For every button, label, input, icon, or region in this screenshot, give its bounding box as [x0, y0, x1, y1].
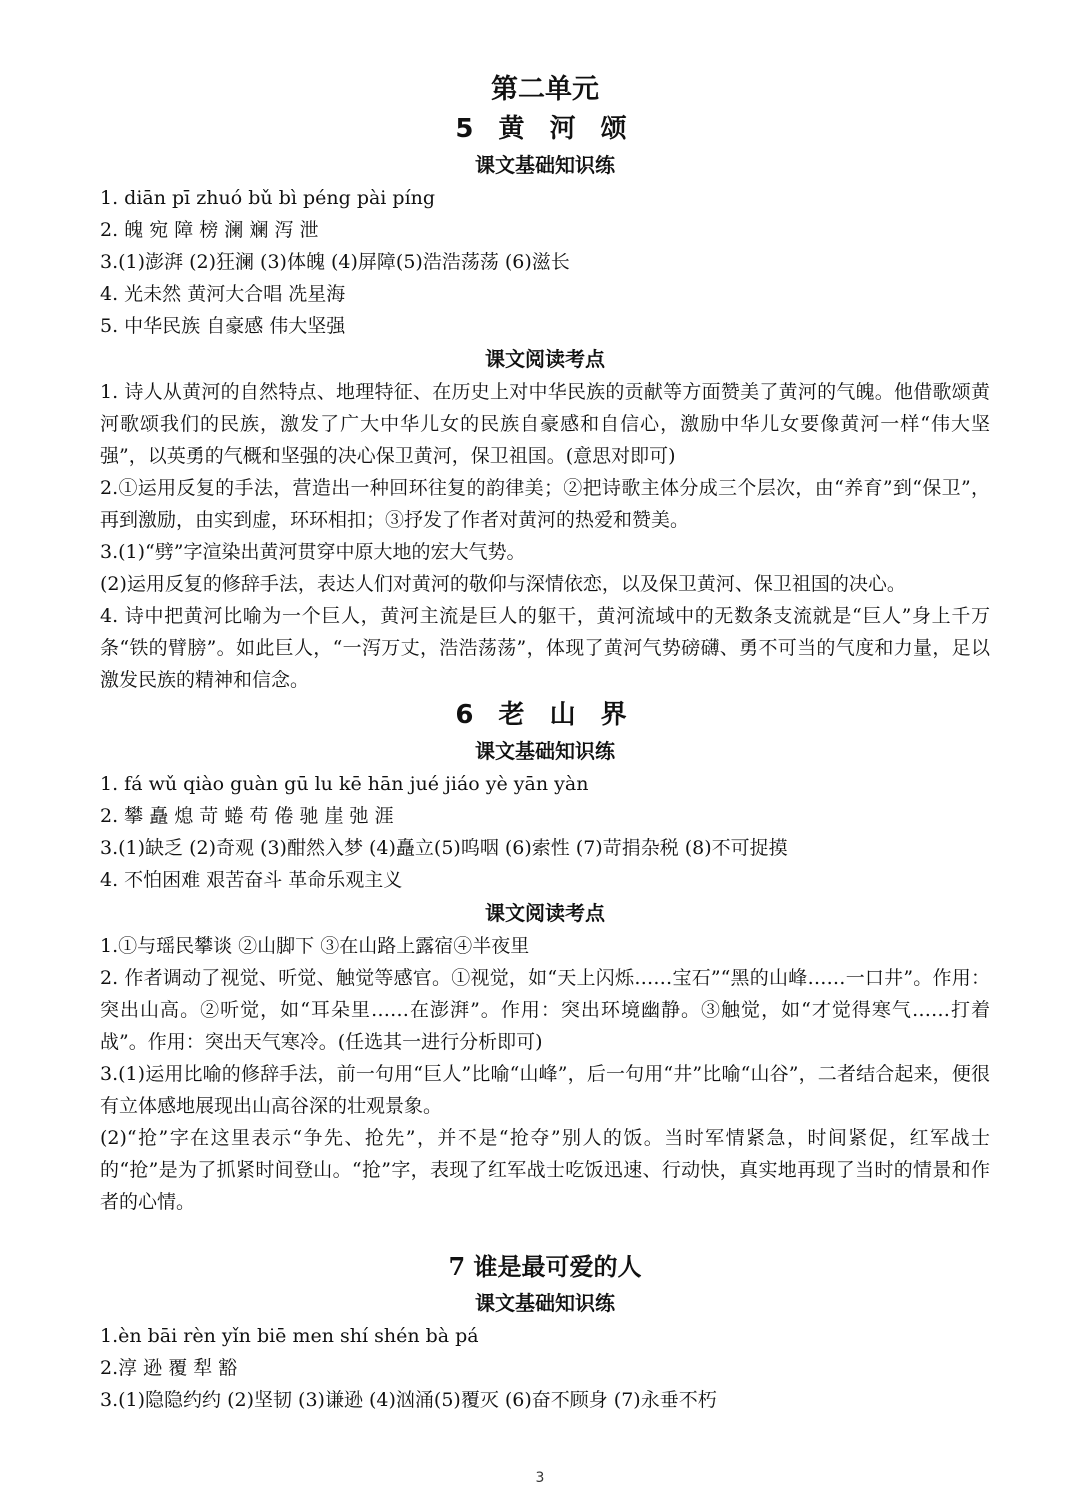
- lesson-6-basics-item: 3.(1)缺乏 (2)奇观 (3)酣然入梦 (4)矗立(5)呜咽 (6)索性 (7)苛捐杂税 (8)不可捉摸: [100, 837, 788, 859]
- lesson-6-basics-item: 1. fá wǔ qiào guàn gū lu kē hān jué jiáo yè yān yàn: [100, 773, 589, 795]
- lesson-5-basics-item: 4. 光未然 黄河大合唱 冼星海: [100, 283, 346, 305]
- lesson-5-reading-answer: 3.(1)“劈”字渲染出黄河贯穿中原大地的宏大气势。: [100, 541, 526, 563]
- lesson-7-basics-item: 2.淳 逊 覆 犁 豁: [100, 1357, 238, 1379]
- lesson-6-reading-answer: (2)“抢”字在这里表示“争先、抢先”，并不是“抢夺”别人的饭。当时军情紧急，时间紧促，红军战士的“抢”是为了抓紧时间登山。“抢”字，表现了红军战士吃饭迅速、行动快，真实地再现了当时的情景和作者的心情。: [100, 1127, 990, 1213]
- lesson-5-basics-item: 5. 中华民族 自豪感 伟大坚强: [100, 315, 346, 337]
- lesson-5-reading-answer: (2)运用反复的修辞手法，表达人们对黄河的敬仰与深情依恋，以及保卫黄河、保卫祖国的决心。: [100, 573, 906, 595]
- unit-title: 第二单元: [491, 74, 599, 105]
- page-number: 3: [535, 1470, 545, 1486]
- lesson-6-basics-item: 4. 不怕困难 艰苦奋斗 革命乐观主义: [100, 869, 403, 891]
- lesson-5-reading-heading: 课文阅读考点: [485, 347, 605, 371]
- lesson-6-reading-answer: 3.(1)运用比喻的修辞手法，前一句用“巨人”比喻“山峰”，后一句用“井”比喻“山谷”，二者结合起来，便很有立体感地展现出山高谷深的壮观景象。: [100, 1063, 990, 1117]
- lesson-5-basics-item: 3.(1)澎湃 (2)狂澜 (3)体魄 (4)屏障(5)浩浩荡荡 (6)滋长: [100, 251, 570, 273]
- lesson-5-basics-item: 2. 魄 宛 障 榜 澜 斓 泻 泄: [100, 219, 319, 241]
- lesson-6-reading-heading: 课文阅读考点: [485, 901, 605, 925]
- answer-page: [100, 70, 990, 1416]
- lesson-5-title: 5 黄 河 颂: [455, 114, 635, 144]
- lesson-5-basics-item: 1. diān pī zhuó bǔ bì péng pài píng: [100, 187, 436, 209]
- lesson-7-basics-heading: 课文基础知识练: [475, 1291, 615, 1315]
- lesson-5-reading-answer: 4. 诗中把黄河比喻为一个巨人，黄河主流是巨人的躯干，黄河流域中的无数条支流就是“巨人”身上千万条“铁的臂膀”。如此巨人，“一泻万丈，浩浩荡荡”，体现了黄河气势磅礴、勇不可当的气度和力量，足以激发民族的精神和信念。: [100, 605, 990, 691]
- lesson-6-title: 6 老 山 界: [455, 700, 635, 730]
- lesson-5-basics-heading: 课文基础知识练: [475, 153, 615, 177]
- lesson-6-reading-answer: 2. 作者调动了视觉、听觉、触觉等感官。①视觉，如“天上闪烁……宝石”“黑的山峰……一口井”。作用：突出山高。②听觉，如“耳朵里……在澎湃”。作用：突出环境幽静。③触觉，如“才觉得寒气……打着战”。作用：突出天气寒冷。(任选其一进行分析即可): [100, 967, 990, 1053]
- lesson-7-title: 7 谁是最可爱的人: [448, 1252, 642, 1281]
- lesson-7-basics-item: 1.èn bāi rèn yǐn biē men shí shén bà pá: [100, 1325, 479, 1347]
- section-spacer: [100, 1218, 990, 1248]
- lesson-5-reading-answer: 2.①运用反复的手法，营造出一种回环往复的韵律美；②把诗歌主体分成三个层次，由“养育”到“保卫”，再到激励，由实到虚，环环相扣；③抒发了作者对黄河的热爱和赞美。: [100, 477, 990, 531]
- lesson-6-basics-heading: 课文基础知识练: [475, 739, 615, 763]
- lesson-6-basics-item: 2. 攀 矗 熄 苛 蜷 苟 倦 驰 崖 弛 涯: [100, 805, 394, 827]
- lesson-5-reading-answer: 1. 诗人从黄河的自然特点、地理特征、在历史上对中华民族的贡献等方面赞美了黄河的气魄。他借歌颂黄河歌颂我们的民族，激发了广大中华儿女的民族自豪感和自信心，激励中华儿女要像黄河一样“伟大坚强”，以英勇的气概和坚强的决心保卫黄河，保卫祖国。(意思对即可): [100, 381, 990, 467]
- lesson-6-reading-answer: 1.①与瑶民攀谈 ②山脚下 ③在山路上露宿④半夜里: [100, 935, 530, 957]
- lesson-7-basics-item: 3.(1)隐隐约约 (2)坚韧 (3)谦逊 (4)汹涌(5)覆灭 (6)奋不顾身 (7)永垂不朽: [100, 1389, 717, 1411]
